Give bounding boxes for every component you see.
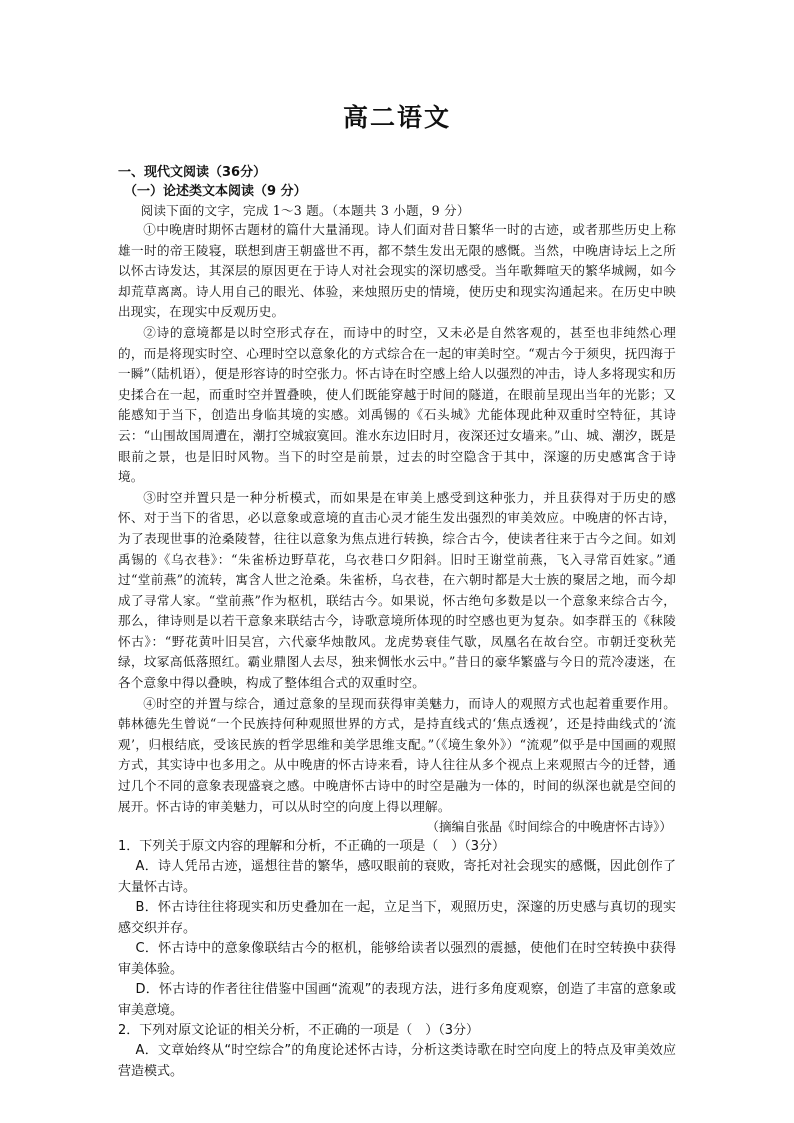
passage-paragraph-2: ②诗的意境都是以时空形式存在，而诗中的时空，又未必是自然客观的，甚至也非纯然心理的，而是将现实时空、心理时空以意象化的方式综合在一起的审美时空。“观古今于须臾，抚四海于一瞬”（陆机语），便是形容诗的时空张力。怀古诗在时空感上给人以强烈的冲击，诗人多将现实和历史揉合在一起，而重时空并置叠映，使人们既能穿越于时间的隧道，在眼前呈现出当年的光影；又能感知于当下，创造出身临其境的实感。刘禹锡的《石头城》尤能体现此种双重时空特征，其诗云：“山围故国周遭在，潮打空城寂寞回。淮水东边旧时月，夜深还过女墙来。”山、城、潮汐，既是眼前之景，也是旧时风物。当下的时空是前景，过去的时空隐含于其中，深邃的历史感寓含于诗境。: [118, 324, 676, 485]
exam-content: [118, 163, 676, 1082]
question-option-a: A．文章始终从“时空综合”的角度论述怀古诗，分析这类诗歌在时空向度上的特点及审美效应营造模式。: [118, 1043, 676, 1079]
question-option-a: A．诗人凭吊古迹，遥想往昔的繁华，感叹眼前的衰败，寄托对社会现实的感慨，因此创作了大量怀古诗。: [118, 859, 676, 895]
question-stem: 2．下列对原文论证的相关分析，不正确的一项是（ ）（3分）: [118, 1023, 480, 1039]
question-option-b: B．怀古诗往往将现实和历史叠加在一起，立足当下，观照历史，深邃的历史感与真切的现实感交织并存。: [118, 900, 676, 936]
passage-paragraph-4: ④时空的并置与综合，通过意象的呈现而获得审美魅力，而诗人的观照方式也起着重要作用。韩林德先生曾说“一个民族持何种观照世界的方式，是持直线式的‘焦点透视’，还是持曲线式的‘流观’，归根结底，受该民族的哲学思维和美学思维支配。”（《境生象外》）“流观”似乎是中国画的观照方式，其实诗中也多用之。从中晚唐的怀古诗来看，诗人往往从多个视点上来观照古今的迁替，通过几个不同的意象表现盛衰之感。中晚唐怀古诗中的时空是融为一体的，时间的纵深也就是空间的展开。怀古诗的审美魅力，可以从时空的向度上得以理解。: [118, 695, 676, 814]
page-title: 高二语文: [342, 103, 451, 132]
passage-citation: （摘编自张晶《时间综合的中晚唐怀古诗》）: [426, 819, 672, 835]
question-option-d: D．怀古诗的作者往往借鉴中国画“流观”的表现方法，进行多角度观察，创造了丰富的意象或审美意境。: [118, 982, 676, 1018]
reading-instruction: 阅读下面的文字，完成 1～3 题。（本题共 3 小题，9 分）: [140, 203, 470, 218]
question-option-c: C．怀古诗中的意象像联结古今的枢机，能够给读者以强烈的震撼，使他们在时空转换中获得审美体验。: [118, 941, 676, 977]
question-stem: 1．下列关于原文内容的理解和分析，不正确的一项是（ ）（3分）: [118, 839, 506, 855]
question-1: [118, 837, 676, 1021]
question-2: [118, 1021, 676, 1082]
section-heading: 一、现代文阅读（36分）: [118, 165, 267, 180]
passage-paragraph-3: ③时空并置只是一种分析模式，而如果是在审美上感受到这种张力，并且获得对于历史的感怀、对于当下的省思，必以意象或意境的直击心灵才能生发出强烈的审美效应。中晚唐的怀古诗，为了表现世事的沧桑陵替，往往以意象为焦点进行转换，综合古今，使读者往来于古今之间。如刘禹锡的《乌衣巷》：“朱雀桥边野草花，乌衣巷口夕阳斜。旧时王谢堂前燕，飞入寻常百姓家。”通过“堂前燕”的流转，寓含人世之沧桑。朱雀桥，乌衣巷，在六朝时都是大士族的聚居之地，而今却成了寻常人家。“堂前燕”作为枢机，联结古今。如果说，怀古绝句多数是以一个意象来综合古今，那么，律诗则是以若干意象来联结古今，诗歌意境所体现的时空感也更为复杂。如李群玉的《秣陵怀古》：“野花黄叶旧吴宫，六代豪华烛散风。龙虎势衰佳气歇，凤凰名在故台空。市朝迁变秋芜绿，坟冢高低落照红。霸业鼎图人去尽，独来惆怅水云中。”昔日的豪华繁盛与今日的荒冷凄迷，在各个意象中得以叠映，构成了整体组合式的双重时空。: [118, 489, 676, 691]
passage-paragraph-1: ①中晚唐时期怀古题材的篇什大量涌现。诗人们面对昔日繁华一时的古迹，或者那些历史上称雄一时的帝王陵寝，联想到唐王朝盛世不再，都不禁生发出无限的感慨。当然，中晚唐诗坛上之所以怀古诗发达，其深层的原因更在于诗人对社会现实的深切感受。当年歌舞喧天的繁华城阙，如今却荒草离离。诗人用自己的眼光、体验，来烛照历史的情境，使历史和现实沟通起来。在历史中映出现实，在现实中反观历史。: [118, 222, 676, 320]
subsection-heading: （一）论述类文本阅读（9 分）: [124, 184, 307, 199]
